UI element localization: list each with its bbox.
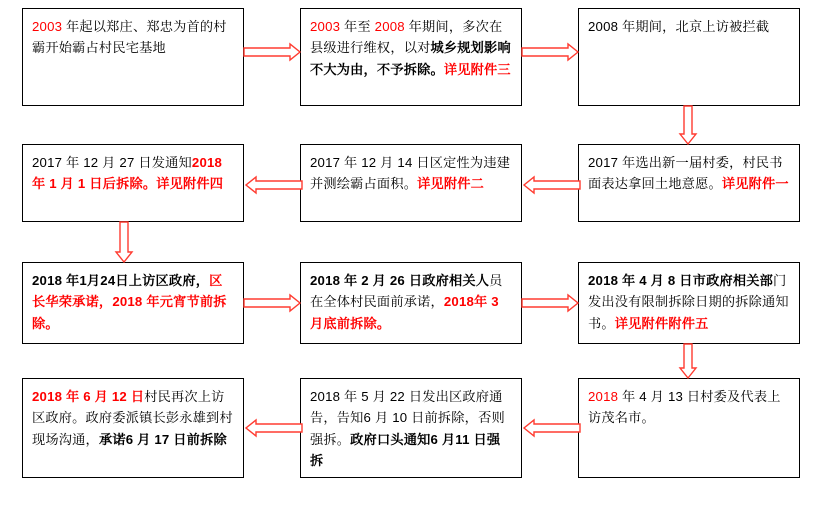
node-text-segment: 详见 [721,176,749,192]
node-text-segment: 在县级进行维权，以对 [310,19,503,56]
node-text-segment: 11 日强拆 [310,431,501,469]
node-text-segment: 2018 年 1 月 1 日后拆除。详 [32,155,223,192]
arrow-n1-to-n2 [244,42,302,62]
node-text-segment: 区长华荣承诺，2018 年元宵 [32,273,223,310]
node-text-segment: 承诺6 月 17 日前拆 [98,431,214,447]
node-text-segment: 4 [639,389,647,404]
node-text-segment: 政府口头通知6 月 [350,431,456,447]
node-text-segment: 见附件四 [169,176,224,192]
arrow-n8-to-n9 [522,293,580,313]
node-text-segment: 月 [646,389,668,404]
node-text-segment: 截 [755,19,770,34]
node-text-segment: 年至 [340,19,375,34]
node-text-segment: 否则强拆。 [310,410,505,447]
node-text-segment: 2008 [374,19,405,34]
node-text-segment: 年起以郑庄、郑忠为首 [62,19,200,34]
node-text-segment: 通告，告知6 月 10 日前拆除， [310,389,503,426]
node-text-segment: 2018 年 2 月 26 日政府相关人 [310,273,490,288]
node-text-segment: 划影响不大为由，不予拆除。 [310,40,511,77]
arrow-n5-to-n6 [244,175,302,195]
node-text-segment: 2018 [588,389,619,404]
node-text [310,386,513,472]
node-text-segment: 除通知书。 [588,294,789,331]
node-text-segment: 2003 [310,19,341,34]
node-2003-start [22,8,244,106]
node-text-segment: 13 [667,389,684,404]
node-text-segment: 违建并测绘霸占面积。 [310,155,511,192]
arrow-n6-to-n7 [114,222,134,264]
arrow-n2-to-n3 [522,42,580,62]
node-2018-02-26-promise [300,262,522,344]
node-text-segment: 书面表达拿回土地意愿。 [588,155,783,192]
node-text-segment: 2017 年 12 月 27 日发通知 [32,155,192,170]
node-text-segment: 日村委及代表 [683,389,768,404]
node-text-segment: 2018 年1月24日上访区政府， [32,273,210,288]
node-text-segment: 2017 年 12 月 14 日区定性为 [310,155,484,170]
arrow-n3-to-n4 [678,106,698,146]
node-2018-06-12-revisit [22,378,244,478]
node-text [588,16,791,37]
arrow-n11-to-n12 [244,418,302,438]
node-2008-beijing-blocked [578,8,800,106]
node-text [32,152,235,195]
node-text [588,152,791,195]
node-text [310,16,513,80]
node-text-segment: 年期间，多次 [404,19,489,34]
node-text-segment: 节前拆除。 [32,294,227,331]
node-text-segment: 的村霸开始霸占村民宅基地 [32,19,227,56]
node-text-segment: 村现场沟通， [32,410,233,447]
node-text-segment: 附件一 [748,176,789,192]
arrow-n4-to-n5 [522,175,580,195]
node-text-segment: 详见附件三 [443,61,511,77]
node-text [32,270,235,334]
node-text-segment: 2018 年 5 月 22 日发出区政府 [310,389,490,404]
node-text [310,152,513,195]
node-2018-04-13-maoming [578,378,800,478]
node-text-segment: 年 3 月底前拆除。 [310,294,499,331]
node-2017-12-14-survey [300,144,522,222]
node-text-segment: 2018 [443,294,475,310]
node-text-segment: 2003 [32,19,63,34]
node-text-segment: 村民再次上访 [144,389,225,404]
node-text [588,386,791,429]
node-text-segment: 除 [213,431,227,447]
arrow-n10-to-n11 [522,418,580,438]
node-text [310,270,513,334]
node-text-segment: 2008 年期间，北京上访被拦 [588,19,756,34]
node-2003-2008-petition [300,8,522,106]
node-text [32,386,235,450]
arrow-n7-to-n8 [244,293,302,313]
node-2018-01-24-district [22,262,244,344]
arrow-n9-to-n10 [678,344,698,380]
node-text-segment: 详见附 [417,176,458,192]
node-text-segment: 年 [618,389,640,404]
node-2017-12-27-notice [22,144,244,222]
node-text-segment: 详见附件附件五 [614,315,709,331]
node-text [32,16,235,59]
node-2018-05-22-announcement [300,378,522,478]
node-2018-04-08-city-notice [578,262,800,344]
node-text-segment: 员在全体村民面前承诺， [310,273,503,310]
node-text-segment: 2017 年选出新一届村委，村民 [588,155,770,170]
node-text-segment: 上访茂名市。 [588,389,781,426]
node-text-segment: 件二 [457,176,485,192]
node-text-segment: 区政府。政府委派镇长彭永雄到 [32,410,220,426]
node-2017-new-committee [578,144,800,222]
node-text [588,270,791,334]
node-text-segment: 2018 年 6 月 12 日 [32,389,145,404]
node-text-segment: 门发出没有限制拆除日期的拆 [588,273,787,310]
node-text-segment: 2018 年 4 月 8 日市政府相关部 [588,273,774,288]
node-text-segment: 城乡规 [430,40,471,56]
